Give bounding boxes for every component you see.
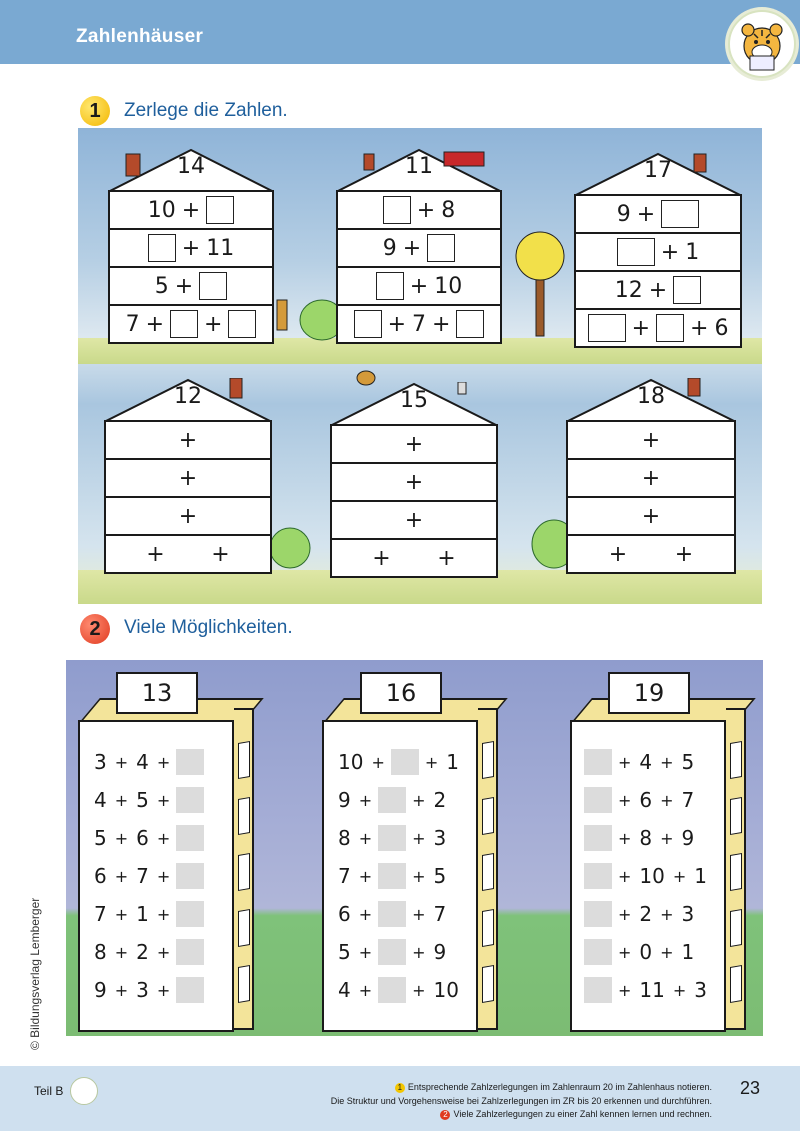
exercise-1-badge: 1 <box>80 96 110 126</box>
term: 9 <box>616 201 631 227</box>
answer-box[interactable] <box>176 787 204 813</box>
term: 4 <box>639 750 653 774</box>
equation-row <box>92 824 204 852</box>
term: 10 <box>433 978 459 1002</box>
term: 12 <box>614 277 643 303</box>
plus-sign: + <box>114 828 129 848</box>
number-house <box>330 382 498 578</box>
equation-row <box>584 900 696 928</box>
blank-row[interactable]: + + <box>146 541 230 567</box>
answer-box[interactable] <box>378 901 406 927</box>
term: 7 <box>681 788 695 812</box>
term: 5 <box>681 750 695 774</box>
tiger-mascot-icon <box>70 1077 98 1105</box>
equation-row <box>336 938 448 966</box>
header-bar <box>0 0 800 64</box>
term: 7 <box>338 864 351 888</box>
plus-sign: + <box>412 828 426 848</box>
answer-box[interactable] <box>176 901 204 927</box>
plus-sign: + <box>114 942 129 962</box>
equation-row <box>584 748 696 776</box>
tower-number: 13 <box>116 672 198 714</box>
house-body <box>566 420 736 574</box>
exercise-2-badge: 2 <box>80 614 110 644</box>
plus-sign: + <box>412 942 426 962</box>
term: 6 <box>338 902 351 926</box>
plus-sign: + <box>358 904 373 924</box>
plus-sign: + <box>660 752 674 772</box>
house-number: 15 <box>400 388 428 413</box>
term: 9 <box>338 788 351 812</box>
tower-number: 19 <box>608 672 690 714</box>
tower-body <box>322 720 478 1032</box>
answer-box[interactable] <box>391 749 419 775</box>
plus-sign: + <box>672 980 687 1000</box>
plus-sign: + <box>660 904 674 924</box>
tiger-mascot-icon <box>728 10 796 78</box>
term: 7 <box>136 864 149 888</box>
plus-sign: + <box>114 980 129 1000</box>
term: 4 <box>338 978 351 1002</box>
term: 1 <box>681 940 695 964</box>
answer-box[interactable] <box>383 196 411 224</box>
term: 9 <box>382 235 397 261</box>
house-body: + 8 9 + + 10 + 7 + <box>336 190 502 344</box>
copyright: © Bildungsverlag Lemberger <box>28 897 42 1050</box>
part-label: Teil B <box>34 1084 64 1098</box>
term: 6 <box>714 315 729 341</box>
window-icon <box>482 965 494 1003</box>
plus-sign: + <box>618 942 632 962</box>
term: 11 <box>206 235 235 261</box>
equation-row <box>92 938 204 966</box>
plus-sign: + <box>358 866 373 886</box>
term: 9 <box>94 978 107 1002</box>
plus-sign: + <box>358 980 373 1000</box>
answer-box[interactable] <box>584 825 612 851</box>
term: 1 <box>685 239 700 265</box>
term: 3 <box>94 750 107 774</box>
blank-row[interactable]: + <box>332 502 496 540</box>
window-icon <box>730 965 742 1003</box>
answer-box[interactable] <box>378 825 406 851</box>
blank-row[interactable]: + <box>568 498 734 536</box>
blank-row[interactable]: + <box>568 422 734 460</box>
window-icon <box>730 741 742 779</box>
term: 6 <box>136 826 149 850</box>
equation-row <box>336 976 461 1004</box>
plus-sign: + <box>358 790 373 810</box>
answer-box[interactable] <box>584 787 612 813</box>
blank-row[interactable]: + <box>568 460 734 498</box>
term: 11 <box>639 978 665 1002</box>
tree-icon <box>508 220 578 340</box>
answer-box[interactable] <box>199 272 227 300</box>
term: 6 <box>639 788 653 812</box>
plus-sign: + <box>618 866 632 886</box>
house-number: 17 <box>644 158 672 183</box>
bush-icon <box>268 518 312 570</box>
equation-row <box>336 748 461 776</box>
window-icon <box>482 797 494 835</box>
term: 3 <box>433 826 447 850</box>
term: 8 <box>441 197 456 223</box>
term: 7 <box>125 311 140 337</box>
plus-sign: + <box>371 752 385 772</box>
window-icon <box>238 965 250 1003</box>
equation-row <box>584 786 696 814</box>
answer-box[interactable] <box>584 939 612 965</box>
house-body <box>104 420 272 574</box>
equation-row <box>92 786 204 814</box>
plus-sign: + <box>156 828 171 848</box>
exercise-2-title: Viele Möglichkeiten. <box>124 617 293 638</box>
plus-sign: + <box>358 942 373 962</box>
term: 3 <box>694 978 707 1002</box>
plus-sign: + <box>660 790 674 810</box>
plus-sign: + <box>618 980 632 1000</box>
equation-row <box>336 900 448 928</box>
plus-sign: + <box>618 828 632 848</box>
term: 5 <box>94 826 107 850</box>
answer-box[interactable] <box>176 863 204 889</box>
term: 1 <box>694 864 707 888</box>
page-number: 23 <box>740 1078 761 1098</box>
plus-sign: + <box>114 790 129 810</box>
plus-sign: + <box>660 828 674 848</box>
term: 2 <box>136 940 149 964</box>
equation-row <box>584 976 709 1004</box>
blank-row[interactable]: + <box>332 426 496 464</box>
window-icon <box>730 853 742 891</box>
term: 8 <box>94 940 107 964</box>
answer-box[interactable] <box>656 314 684 342</box>
term: 5 <box>136 788 149 812</box>
term: 1 <box>136 902 149 926</box>
plus-sign: + <box>412 904 426 924</box>
answer-box[interactable] <box>584 977 612 1003</box>
house-number: 12 <box>174 384 202 409</box>
term: 1 <box>446 750 459 774</box>
plus-sign: + <box>114 866 129 886</box>
equation-row <box>92 900 204 928</box>
term: 3 <box>136 978 149 1002</box>
answer-box[interactable] <box>206 196 234 224</box>
plus-sign: + <box>412 866 426 886</box>
equation-row <box>584 824 696 852</box>
house-body <box>330 424 498 578</box>
number-house <box>566 378 736 574</box>
equation-row <box>92 862 204 890</box>
term: 3 <box>681 902 695 926</box>
term: 7 <box>94 902 107 926</box>
window-icon <box>238 741 250 779</box>
answer-box[interactable] <box>378 863 406 889</box>
answer-box[interactable] <box>378 787 406 813</box>
blank-row[interactable]: + + <box>372 545 456 571</box>
plus-sign: + <box>412 790 426 810</box>
term: 6 <box>94 864 107 888</box>
equation-row <box>336 786 448 814</box>
answer-box[interactable] <box>584 863 612 889</box>
number-house <box>104 378 272 574</box>
exercise-1-title: Zerlege die Zahlen. <box>124 100 288 121</box>
term: 2 <box>433 788 447 812</box>
blank-row[interactable]: + <box>106 498 270 536</box>
blank-row[interactable]: + <box>106 460 270 498</box>
window-icon <box>730 797 742 835</box>
blank-row[interactable]: + + <box>608 541 694 567</box>
tower-body <box>570 720 726 1032</box>
number-house <box>336 148 502 344</box>
term: 10 <box>434 273 463 299</box>
term: 8 <box>639 826 653 850</box>
term: 8 <box>338 826 351 850</box>
house-number: 14 <box>177 154 205 179</box>
teacher-note: 1 Entsprechende Zahlzerlegungen im Zahlenraum 20 im Zahlenhaus notieren. <box>395 1082 712 1093</box>
blank-row[interactable]: + <box>332 464 496 502</box>
plus-sign: + <box>156 904 171 924</box>
teacher-note: Die Struktur und Vorgehensweise bei Zahlzerlegungen im ZR bis 20 erkennen und durchführen. <box>330 1096 712 1106</box>
term: 10 <box>147 197 176 223</box>
answer-box[interactable] <box>170 310 198 338</box>
answer-box[interactable] <box>228 310 256 338</box>
term: 7 <box>412 311 426 337</box>
term: 5 <box>154 273 169 299</box>
answer-box[interactable] <box>176 749 204 775</box>
plus-sign: + <box>618 904 632 924</box>
plus-sign: + <box>156 790 171 810</box>
plus-sign: + <box>660 942 674 962</box>
number-house <box>108 148 274 344</box>
term: 0 <box>639 940 653 964</box>
equation-row <box>336 824 448 852</box>
answer-box[interactable] <box>588 314 626 342</box>
answer-box[interactable] <box>176 825 204 851</box>
plus-sign: + <box>114 904 129 924</box>
plus-sign: + <box>618 752 632 772</box>
house-number: 11 <box>405 154 433 179</box>
house-number: 18 <box>637 384 665 409</box>
tower-number: 16 <box>360 672 442 714</box>
term: 9 <box>433 940 447 964</box>
blank-row[interactable]: + <box>106 422 270 460</box>
plus-sign: + <box>156 980 171 1000</box>
houses-scene <box>78 128 762 604</box>
window-icon <box>482 741 494 779</box>
window-icon <box>482 909 494 947</box>
answer-box[interactable] <box>673 276 701 304</box>
towers-scene <box>66 660 763 1036</box>
tower-body <box>78 720 234 1032</box>
page-title: Zahlenhäuser <box>76 26 204 47</box>
plus-sign: + <box>358 828 373 848</box>
window-icon <box>238 797 250 835</box>
term: 4 <box>136 750 149 774</box>
answer-box[interactable] <box>378 939 406 965</box>
plus-sign: + <box>156 752 171 772</box>
answer-box[interactable] <box>148 234 176 262</box>
house-body: 9 + + 1 12 + + + 6 <box>574 194 742 348</box>
window-icon <box>730 909 742 947</box>
answer-box[interactable] <box>176 977 204 1003</box>
answer-box[interactable] <box>584 901 612 927</box>
plus-sign: + <box>114 752 129 772</box>
term: 10 <box>338 750 364 774</box>
teacher-note: 2 Viele Zahlzerlegungen zu einer Zahl kennen lernen und rechnen. <box>440 1109 712 1120</box>
plus-sign: + <box>156 866 171 886</box>
equation-row <box>92 748 204 776</box>
cat-icon <box>274 296 290 336</box>
term: 7 <box>433 902 447 926</box>
plus-sign: + <box>424 752 439 772</box>
plus-sign: + <box>412 980 426 1000</box>
window-icon <box>482 853 494 891</box>
answer-box[interactable] <box>376 272 404 300</box>
term: 5 <box>433 864 447 888</box>
equation-row <box>584 862 709 890</box>
answer-box[interactable] <box>456 310 484 338</box>
term: 2 <box>639 902 653 926</box>
plus-sign: + <box>672 866 687 886</box>
equation-row <box>92 976 204 1004</box>
equation-row <box>336 862 448 890</box>
answer-box[interactable] <box>378 977 406 1003</box>
answer-box[interactable] <box>584 749 612 775</box>
equation-row <box>584 938 696 966</box>
number-house <box>574 152 742 348</box>
answer-box[interactable] <box>427 234 455 262</box>
term: 10 <box>639 864 665 888</box>
answer-box[interactable] <box>176 939 204 965</box>
term: 5 <box>338 940 351 964</box>
answer-box[interactable] <box>617 238 655 266</box>
window-icon <box>238 909 250 947</box>
term: 9 <box>681 826 695 850</box>
answer-box[interactable] <box>661 200 699 228</box>
plus-sign: + <box>618 790 632 810</box>
window-icon <box>238 853 250 891</box>
plus-sign: + <box>156 942 171 962</box>
answer-box[interactable] <box>354 310 382 338</box>
house-body: 10 + + 11 5 + 7 + + <box>108 190 274 344</box>
term: 4 <box>94 788 107 812</box>
